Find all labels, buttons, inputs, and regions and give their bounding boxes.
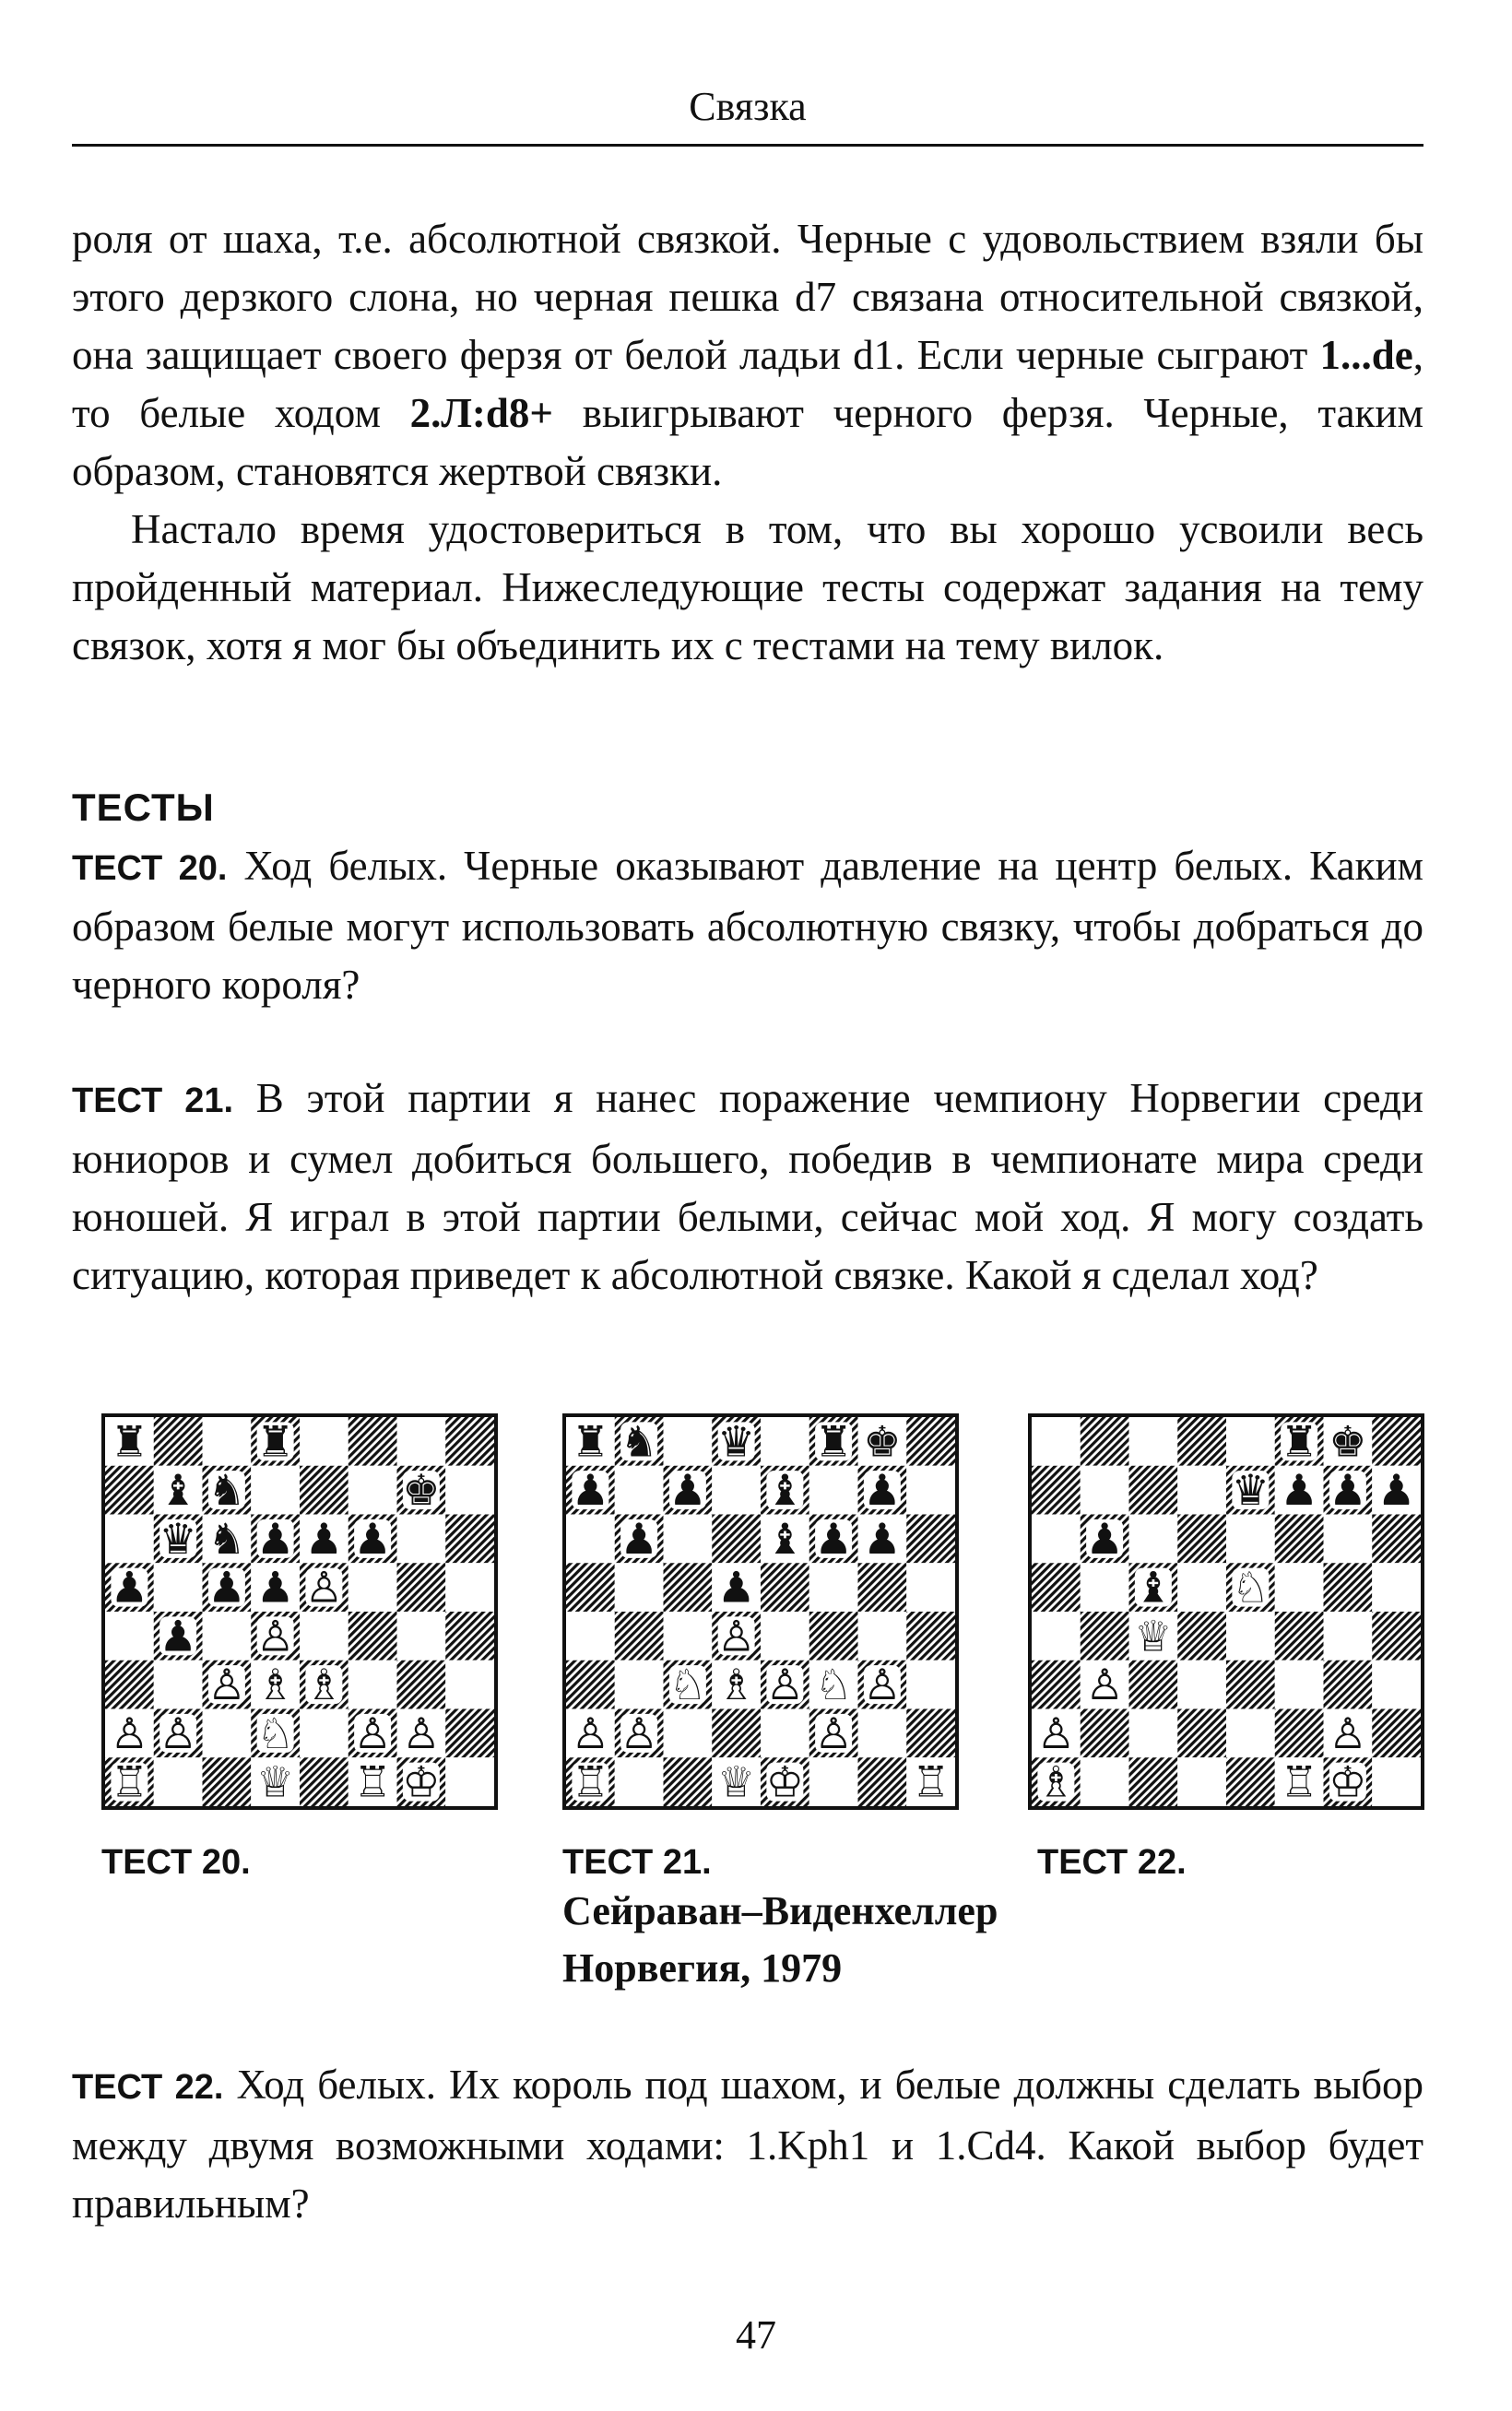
dark-square bbox=[1226, 1757, 1275, 1806]
light-square bbox=[1226, 1515, 1275, 1564]
light-square bbox=[664, 1612, 713, 1661]
white-rook-icon: ♖ bbox=[353, 1756, 392, 1806]
light-square bbox=[154, 1661, 203, 1709]
section-title: ТЕСТЫ bbox=[72, 786, 215, 829]
black-king-icon: ♚ bbox=[863, 1417, 902, 1467]
white-pawn-icon: ♙ bbox=[207, 1660, 246, 1710]
dark-square bbox=[348, 1417, 397, 1466]
light-square bbox=[300, 1612, 348, 1661]
dark-square bbox=[906, 1612, 955, 1661]
light-square bbox=[809, 1466, 858, 1515]
light-square bbox=[664, 1709, 713, 1758]
light-square bbox=[397, 1417, 446, 1466]
dark-square bbox=[761, 1563, 809, 1612]
white-pawn-icon: ♙ bbox=[353, 1708, 392, 1758]
dark-square bbox=[566, 1563, 615, 1612]
light-square bbox=[348, 1466, 397, 1515]
light-square bbox=[1324, 1515, 1373, 1564]
light-square bbox=[445, 1563, 494, 1612]
light-square bbox=[1032, 1515, 1081, 1564]
white-bishop-icon: ♗ bbox=[304, 1660, 343, 1710]
dark-square bbox=[1372, 1612, 1421, 1661]
black-pawn-icon: ♟ bbox=[1085, 1513, 1124, 1564]
black-bishop-icon: ♝ bbox=[159, 1465, 197, 1516]
white-queen-icon: ♕ bbox=[256, 1756, 295, 1806]
black-pawn-icon: ♟ bbox=[256, 1513, 295, 1564]
black-rook-icon: ♜ bbox=[814, 1417, 853, 1467]
intro-mid-text: , то белые ходом bbox=[72, 332, 1423, 436]
dark-square bbox=[348, 1612, 397, 1661]
dark-square bbox=[1372, 1709, 1421, 1758]
dark-square bbox=[1129, 1661, 1178, 1709]
white-pawn-icon: ♙ bbox=[110, 1708, 148, 1758]
dark-square bbox=[1275, 1612, 1324, 1661]
dark-square bbox=[203, 1757, 252, 1806]
white-pawn-icon: ♙ bbox=[1085, 1660, 1124, 1710]
light-square bbox=[664, 1515, 713, 1564]
black-bishop-icon: ♝ bbox=[1134, 1562, 1173, 1613]
light-square bbox=[1226, 1612, 1275, 1661]
light-square bbox=[1032, 1612, 1081, 1661]
game-info bbox=[562, 1883, 998, 1997]
white-knight-icon: ♘ bbox=[814, 1660, 853, 1710]
dark-square bbox=[1129, 1757, 1178, 1806]
review-text: Настало время удостовериться в том, что вы хорошо усвоили весь пройденный материал. Нижеследующие тесты содержат задания на тему связок, хотя я мог бы объединить их с тестами на тему вилок. bbox=[72, 506, 1423, 668]
white-pawn-icon: ♙ bbox=[620, 1708, 658, 1758]
dark-square bbox=[105, 1661, 154, 1709]
dark-square bbox=[1275, 1515, 1324, 1564]
black-pawn-icon: ♟ bbox=[814, 1513, 853, 1564]
white-rook-icon: ♖ bbox=[912, 1756, 951, 1806]
dark-square bbox=[1275, 1709, 1324, 1758]
light-square bbox=[1372, 1757, 1421, 1806]
black-pawn-icon: ♟ bbox=[620, 1513, 658, 1564]
white-pawn-icon: ♙ bbox=[402, 1708, 441, 1758]
light-square bbox=[203, 1612, 252, 1661]
light-square bbox=[1129, 1515, 1178, 1564]
review-paragraph bbox=[72, 501, 1423, 675]
header-rule bbox=[72, 144, 1423, 147]
dark-square bbox=[300, 1757, 348, 1806]
white-king-icon: ♔ bbox=[1329, 1756, 1367, 1806]
light-square bbox=[615, 1661, 664, 1709]
black-pawn-icon: ♟ bbox=[571, 1465, 609, 1516]
light-square bbox=[348, 1563, 397, 1612]
intro-text: роля от шаха, т.е. абсолютной связкой. Черные с удовольствием взяли бы этого дерзкого слона, но черная пешка d7 связана относительной связкой, она защищает своего ферзя от белой ладьи d1. Если черные сыграют bbox=[72, 216, 1423, 378]
light-square bbox=[1226, 1709, 1275, 1758]
black-king-icon: ♚ bbox=[402, 1465, 441, 1516]
black-rook-icon: ♜ bbox=[256, 1417, 295, 1467]
test22-paragraph bbox=[72, 2056, 1423, 2233]
black-knight-icon: ♞ bbox=[620, 1417, 658, 1467]
black-knight-icon: ♞ bbox=[207, 1513, 246, 1564]
white-rook-icon: ♖ bbox=[1280, 1756, 1318, 1806]
white-pawn-icon: ♙ bbox=[863, 1660, 902, 1710]
light-square bbox=[712, 1466, 761, 1515]
dark-square bbox=[1177, 1417, 1226, 1466]
white-king-icon: ♔ bbox=[765, 1756, 804, 1806]
white-pawn-icon: ♙ bbox=[159, 1708, 197, 1758]
light-square bbox=[154, 1563, 203, 1612]
black-queen-icon: ♛ bbox=[1231, 1465, 1270, 1516]
dark-square bbox=[712, 1709, 761, 1758]
light-square bbox=[1275, 1661, 1324, 1709]
dark-square bbox=[1081, 1709, 1129, 1758]
white-pawn-icon: ♙ bbox=[256, 1611, 295, 1661]
test22-text: Ход белых. Их король под шахом, и белые должны сделать выбор между двумя возможными ходами: 1.Kph1 и 1.Cd4. Какой выбор будет правильным? bbox=[72, 2062, 1423, 2227]
white-pawn-icon: ♙ bbox=[304, 1562, 343, 1613]
test20-text: Ход белых. Черные оказывают давление на центр белых. Каким образом белые могут использовать абсолютную связку, чтобы добраться до черного короля? bbox=[72, 843, 1424, 1008]
black-knight-icon: ♞ bbox=[207, 1465, 246, 1516]
light-square bbox=[906, 1563, 955, 1612]
light-square bbox=[566, 1515, 615, 1564]
intro-move-2: 2.Л:d8+ bbox=[409, 390, 554, 436]
light-square bbox=[1129, 1709, 1178, 1758]
test20-label: ТЕСТ 20. bbox=[72, 849, 228, 888]
black-rook-icon: ♜ bbox=[571, 1417, 609, 1467]
light-square bbox=[761, 1612, 809, 1661]
white-bishop-icon: ♗ bbox=[717, 1660, 756, 1710]
light-square bbox=[445, 1661, 494, 1709]
dark-square bbox=[906, 1515, 955, 1564]
light-square bbox=[1372, 1563, 1421, 1612]
white-pawn-icon: ♙ bbox=[1036, 1708, 1075, 1758]
light-square bbox=[615, 1466, 664, 1515]
light-square bbox=[1081, 1757, 1129, 1806]
dark-square bbox=[906, 1709, 955, 1758]
dark-square bbox=[1081, 1612, 1129, 1661]
dark-square bbox=[664, 1757, 713, 1806]
caption-test21: ТЕСТ 21. bbox=[562, 1843, 712, 1882]
black-pawn-icon: ♟ bbox=[863, 1465, 902, 1516]
light-square bbox=[348, 1661, 397, 1709]
black-pawn-icon: ♟ bbox=[1329, 1465, 1367, 1516]
chess-board-test21 bbox=[562, 1413, 959, 1810]
light-square bbox=[105, 1612, 154, 1661]
dark-square bbox=[566, 1661, 615, 1709]
black-rook-icon: ♜ bbox=[110, 1417, 148, 1467]
test22-label: ТЕСТ 22. bbox=[72, 2068, 224, 2107]
light-square bbox=[809, 1563, 858, 1612]
light-square bbox=[1081, 1466, 1129, 1515]
white-knight-icon: ♘ bbox=[256, 1708, 295, 1758]
black-pawn-icon: ♟ bbox=[110, 1562, 148, 1613]
light-square bbox=[203, 1417, 252, 1466]
black-queen-icon: ♛ bbox=[717, 1417, 756, 1467]
white-queen-icon: ♕ bbox=[1134, 1611, 1173, 1661]
light-square bbox=[1275, 1563, 1324, 1612]
dark-square bbox=[1324, 1661, 1373, 1709]
game-players: Сейраван–Виденхеллер bbox=[562, 1888, 998, 1933]
dark-square bbox=[1177, 1612, 1226, 1661]
dark-square bbox=[1032, 1661, 1081, 1709]
light-square bbox=[761, 1417, 809, 1466]
page-number: 47 bbox=[736, 2312, 776, 2358]
dark-square bbox=[445, 1709, 494, 1758]
light-square bbox=[664, 1417, 713, 1466]
black-pawn-icon: ♟ bbox=[863, 1513, 902, 1564]
chess-board-test22 bbox=[1028, 1413, 1424, 1810]
dark-square bbox=[712, 1515, 761, 1564]
white-pawn-icon: ♙ bbox=[1329, 1708, 1367, 1758]
white-pawn-icon: ♙ bbox=[765, 1660, 804, 1710]
light-square bbox=[397, 1515, 446, 1564]
dark-square bbox=[397, 1661, 446, 1709]
white-rook-icon: ♖ bbox=[110, 1756, 148, 1806]
intro-end-text: выигрывают черного ферзя. Черные, таким образом, становятся жертвой связки. bbox=[72, 390, 1423, 494]
test21-label: ТЕСТ 21. bbox=[72, 1081, 234, 1120]
black-pawn-icon: ♟ bbox=[1377, 1465, 1416, 1516]
black-bishop-icon: ♝ bbox=[765, 1513, 804, 1564]
white-queen-icon: ♕ bbox=[717, 1756, 756, 1806]
light-square bbox=[1081, 1563, 1129, 1612]
dark-square bbox=[664, 1563, 713, 1612]
black-queen-icon: ♛ bbox=[159, 1513, 197, 1564]
light-square bbox=[809, 1757, 858, 1806]
dark-square bbox=[1372, 1417, 1421, 1466]
white-rook-icon: ♖ bbox=[571, 1756, 609, 1806]
dark-square bbox=[105, 1466, 154, 1515]
dark-square bbox=[809, 1612, 858, 1661]
light-square bbox=[906, 1466, 955, 1515]
light-square bbox=[1129, 1417, 1178, 1466]
light-square bbox=[300, 1417, 348, 1466]
white-pawn-icon: ♙ bbox=[717, 1611, 756, 1661]
light-square bbox=[1177, 1757, 1226, 1806]
test21-paragraph bbox=[72, 1070, 1423, 1305]
black-pawn-icon: ♟ bbox=[207, 1562, 246, 1613]
white-bishop-icon: ♗ bbox=[1036, 1756, 1075, 1806]
dark-square bbox=[1177, 1515, 1226, 1564]
light-square bbox=[154, 1757, 203, 1806]
light-square bbox=[1324, 1612, 1373, 1661]
light-square bbox=[615, 1563, 664, 1612]
black-pawn-icon: ♟ bbox=[353, 1513, 392, 1564]
light-square bbox=[203, 1709, 252, 1758]
black-pawn-icon: ♟ bbox=[668, 1465, 707, 1516]
light-square bbox=[566, 1612, 615, 1661]
white-king-icon: ♔ bbox=[402, 1756, 441, 1806]
black-rook-icon: ♜ bbox=[1280, 1417, 1318, 1467]
light-square bbox=[105, 1515, 154, 1564]
white-pawn-icon: ♙ bbox=[571, 1708, 609, 1758]
dark-square bbox=[1032, 1563, 1081, 1612]
light-square bbox=[300, 1709, 348, 1758]
white-knight-icon: ♘ bbox=[668, 1660, 707, 1710]
light-square bbox=[1177, 1661, 1226, 1709]
light-square bbox=[858, 1612, 907, 1661]
dark-square bbox=[858, 1757, 907, 1806]
light-square bbox=[1226, 1417, 1275, 1466]
test21-text: В этой партии я нанес поражение чемпиону Норвегии среди юниоров и сумел добиться большего, победив в чемпионате мира среди юношей. Я играл в этой партии белыми, сейчас мой ход. Я могу создать ситуацию, которая приведет к абсолютной связке. Какой я сделал ход? bbox=[72, 1075, 1423, 1298]
light-square bbox=[1372, 1661, 1421, 1709]
black-pawn-icon: ♟ bbox=[304, 1513, 343, 1564]
light-square bbox=[397, 1612, 446, 1661]
black-pawn-icon: ♟ bbox=[717, 1562, 756, 1613]
dark-square bbox=[300, 1466, 348, 1515]
dark-square bbox=[906, 1417, 955, 1466]
black-pawn-icon: ♟ bbox=[256, 1562, 295, 1613]
dark-square bbox=[445, 1515, 494, 1564]
caption-test20: ТЕСТ 20. bbox=[101, 1843, 251, 1882]
caption-test22: ТЕСТ 22. bbox=[1037, 1843, 1187, 1882]
dark-square bbox=[445, 1612, 494, 1661]
dark-square bbox=[615, 1612, 664, 1661]
light-square bbox=[615, 1757, 664, 1806]
light-square bbox=[1177, 1563, 1226, 1612]
intro-move-1: 1...de bbox=[1319, 332, 1413, 378]
white-pawn-icon: ♙ bbox=[814, 1708, 853, 1758]
black-pawn-icon: ♟ bbox=[1280, 1465, 1318, 1516]
light-square bbox=[761, 1709, 809, 1758]
white-bishop-icon: ♗ bbox=[256, 1660, 295, 1710]
light-square bbox=[1177, 1466, 1226, 1515]
dark-square bbox=[1081, 1417, 1129, 1466]
dark-square bbox=[1177, 1709, 1226, 1758]
light-square bbox=[858, 1709, 907, 1758]
dark-square bbox=[1372, 1515, 1421, 1564]
light-square bbox=[445, 1757, 494, 1806]
dark-square bbox=[1324, 1563, 1373, 1612]
dark-square bbox=[858, 1563, 907, 1612]
chess-board-test20 bbox=[101, 1413, 498, 1810]
light-square bbox=[906, 1661, 955, 1709]
light-square bbox=[1032, 1417, 1081, 1466]
dark-square bbox=[1032, 1466, 1081, 1515]
game-place: Норвегия, 1979 bbox=[562, 1945, 843, 1991]
black-king-icon: ♚ bbox=[1329, 1417, 1367, 1467]
dark-square bbox=[397, 1563, 446, 1612]
light-square bbox=[445, 1466, 494, 1515]
black-bishop-icon: ♝ bbox=[765, 1465, 804, 1516]
dark-square bbox=[1226, 1661, 1275, 1709]
running-head: Связка bbox=[689, 84, 807, 129]
dark-square bbox=[154, 1417, 203, 1466]
test20-paragraph bbox=[72, 837, 1423, 1014]
intro-paragraph bbox=[72, 210, 1423, 501]
white-knight-icon: ♘ bbox=[1231, 1562, 1270, 1613]
dark-square bbox=[1129, 1466, 1178, 1515]
light-square bbox=[251, 1466, 300, 1515]
dark-square bbox=[445, 1417, 494, 1466]
black-pawn-icon: ♟ bbox=[159, 1611, 197, 1661]
